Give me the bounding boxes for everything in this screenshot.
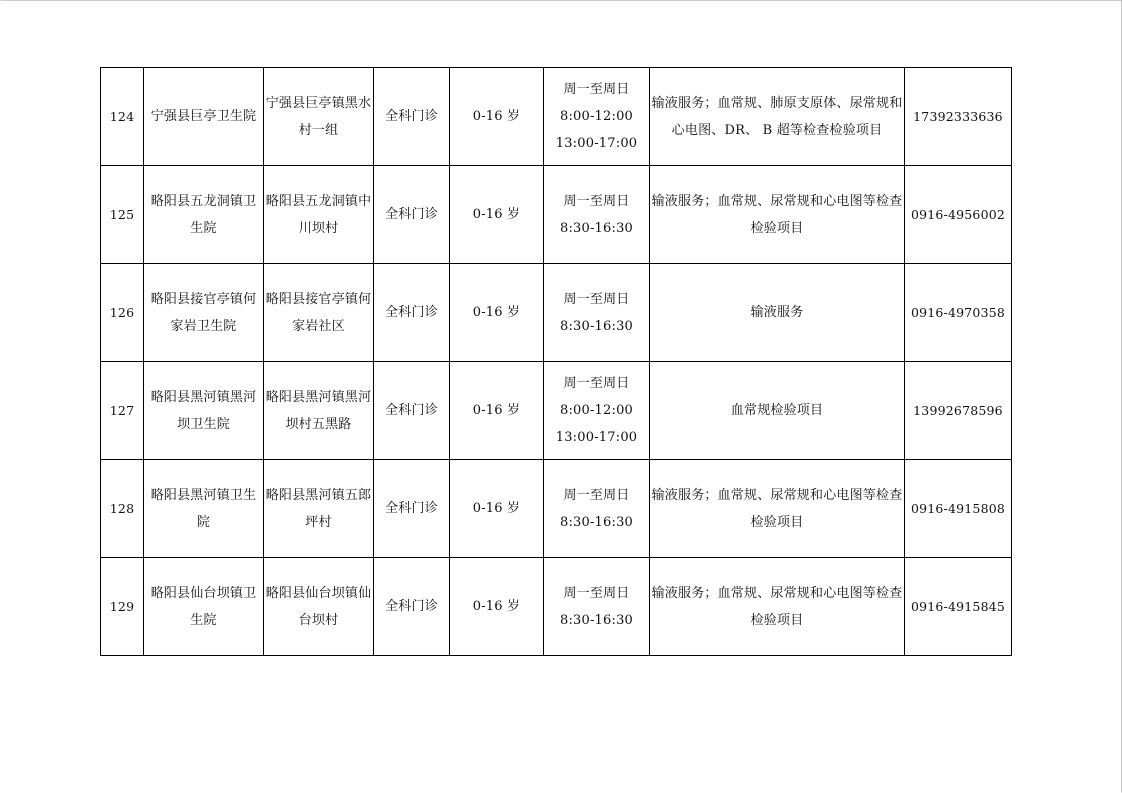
hours-afternoon: 13:00-17:00 [555,136,638,151]
services-offered: 输液服务；血常规、尿常规和心电图等检查检验项目 [650,558,905,656]
hours-days: 周一至周日 [563,487,630,503]
row-number: 124 [101,68,144,166]
facility-address: 略阳县黑河镇黑河坝村五黑路 [264,362,374,460]
service-hours [544,264,650,362]
service-hours [544,166,650,264]
hours-days: 周一至周日 [563,291,630,307]
hours-days: 周一至周日 [563,585,630,601]
row-number: 125 [101,166,144,264]
hours-days: 周一至周日 [563,193,630,209]
contact-phone: 0916-4970358 [905,264,1012,362]
services-offered: 输液服务；血常规、尿常规和心电图等检查检验项目 [650,460,905,558]
table-row [101,166,1012,264]
contact-phone: 0916-4915845 [905,558,1012,656]
row-number: 127 [101,362,144,460]
services-offered: 输液服务；血常规、肺原支原体、尿常规和心电图、DR、 B 超等检查检验项目 [650,68,905,166]
age-range: 0-16 岁 [450,362,544,460]
department: 全科门诊 [374,362,450,460]
age-range: 0-16 岁 [450,68,544,166]
hours-time: 8:30-16:30 [559,514,634,530]
services-offered: 输液服务 [650,264,905,362]
facility-name: 宁强县巨亭卫生院 [144,68,264,166]
department: 全科门诊 [374,166,450,264]
contact-phone: 0916-4915808 [905,460,1012,558]
hours-morning: 8:00-12:00 [559,109,634,124]
facility-address: 略阳县五龙洞镇中川坝村 [264,166,374,264]
table-row [101,558,1012,656]
facility-name: 略阳县黑河镇卫生院 [144,460,264,558]
facility-table [100,67,1012,656]
facility-name: 略阳县五龙洞镇卫生院 [144,166,264,264]
age-range: 0-16 岁 [450,460,544,558]
age-range: 0-16 岁 [450,264,544,362]
hours-days: 周一至周日 [563,376,630,391]
age-range: 0-16 岁 [450,558,544,656]
services-offered: 血常规检验项目 [650,362,905,460]
facility-address: 略阳县仙台坝镇仙台坝村 [264,558,374,656]
table-row [101,460,1012,558]
row-number: 126 [101,264,144,362]
table-row [101,264,1012,362]
hours-days: 周一至周日 [563,82,630,97]
contact-phone: 13992678596 [905,362,1012,460]
age-range: 0-16 岁 [450,166,544,264]
contact-phone: 0916-4956002 [905,166,1012,264]
table-row [101,362,1012,460]
service-hours [544,362,650,460]
table-row [101,68,1012,166]
hours-morning: 8:00-12:00 [559,403,634,418]
facility-address: 略阳县黑河镇五郎坪村 [264,460,374,558]
hours-time: 8:30-16:30 [559,612,634,628]
hours-afternoon: 13:00-17:00 [555,430,638,445]
row-number: 128 [101,460,144,558]
row-number: 129 [101,558,144,656]
facility-address: 宁强县巨亭镇黑水村一组 [264,68,374,166]
contact-phone: 17392333636 [905,68,1012,166]
department: 全科门诊 [374,264,450,362]
facility-name: 略阳县仙台坝镇卫生院 [144,558,264,656]
hours-time: 8:30-16:30 [559,220,634,236]
department: 全科门诊 [374,460,450,558]
hours-time: 8:30-16:30 [559,318,634,334]
facility-name: 略阳县黑河镇黑河坝卫生院 [144,362,264,460]
service-hours [544,68,650,166]
service-hours [544,460,650,558]
services-offered: 输液服务；血常规、尿常规和心电图等检查检验项目 [650,166,905,264]
facility-name: 略阳县接官亭镇何家岩卫生院 [144,264,264,362]
department: 全科门诊 [374,558,450,656]
facility-address: 略阳县接官亭镇何家岩社区 [264,264,374,362]
department: 全科门诊 [374,68,450,166]
service-hours [544,558,650,656]
